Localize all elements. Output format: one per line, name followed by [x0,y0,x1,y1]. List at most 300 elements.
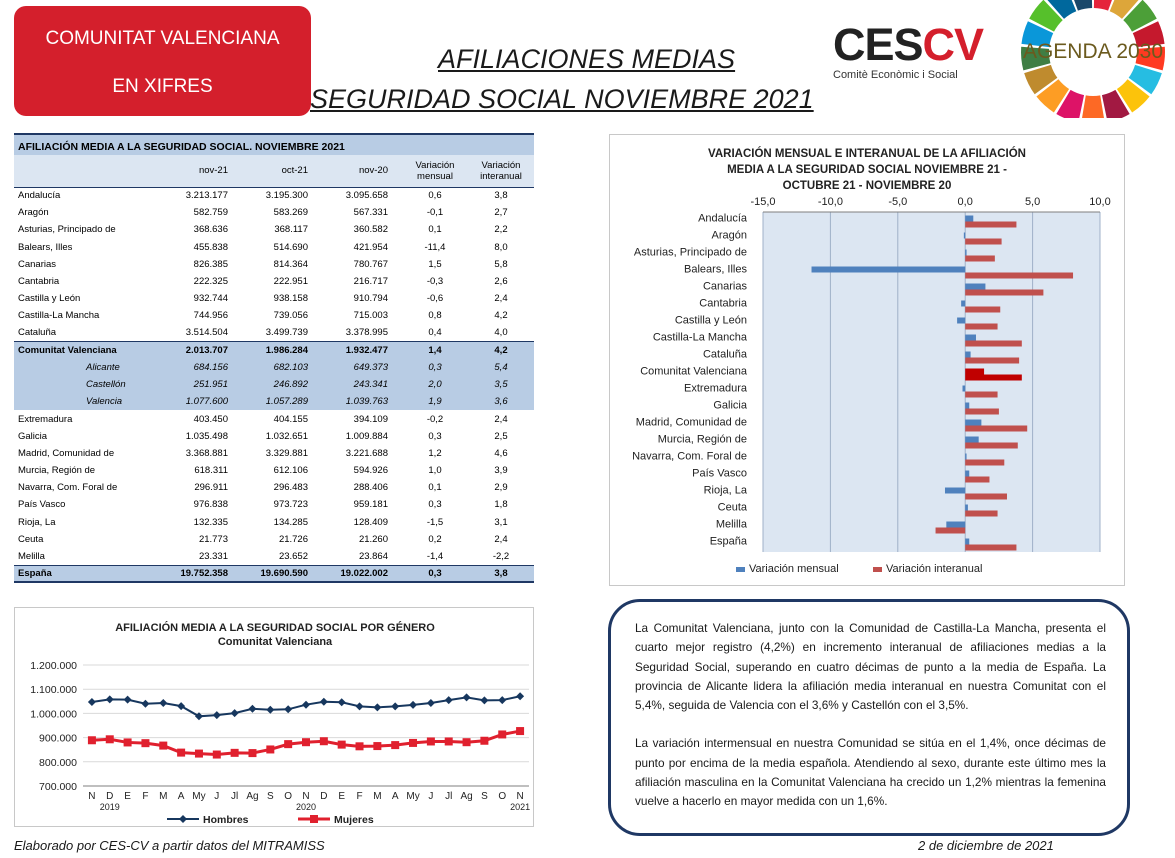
x-tick-label: A [177,791,185,802]
table-cell: 0,3 [428,499,442,511]
bar-annual [965,494,1007,500]
table-cell: 744.956 [193,310,228,322]
row-label: Melilla [18,550,45,562]
table-cell: 21.773 [198,533,228,545]
x-tick-label: -15,0 [750,196,776,208]
table-cell: 1,5 [428,258,442,270]
footer-date: 2 de diciembre de 2021 [918,838,1054,853]
table-cell: 973.723 [273,499,308,511]
bar-monthly [946,522,965,528]
bar-monthly [965,437,978,443]
x-tick-label: M [373,791,382,802]
data-point-mujeres [141,739,149,747]
header-nov20: nov-20 [322,155,402,187]
row-label: Cataluña [18,327,57,339]
table-cell: 1.009.884 [345,430,388,442]
bar-annual [965,460,1004,466]
table-cell: 2,4 [494,293,508,305]
bar-monthly [964,233,965,239]
gender-line-chart [14,607,534,827]
data-point-mujeres [409,739,417,747]
table-cell: 2,6 [494,276,508,288]
row-label: Extremadura [18,413,73,425]
year-label: 2021 [510,802,531,812]
category-label: Melilla [715,518,747,531]
table-row [14,462,534,479]
page-title-line-2: SEGURIDAD SOCIAL NOVIEMBRE 2021 [310,84,814,114]
table-cell: 19.752.358 [162,565,242,582]
legend-label-annual: Variación interanual [886,563,983,575]
data-point-mujeres [338,741,346,749]
data-point-mujeres [302,738,310,746]
bar-annual [965,290,1043,296]
table-cell: 938.158 [273,293,308,305]
table-cell: 594.926 [353,465,388,477]
x-tick-label: E [124,791,131,802]
x-tick-label: J [214,791,220,802]
x-tick-label: S [481,791,488,802]
table-row [14,496,534,513]
data-point-mujeres [373,742,381,750]
table-cell: 251.951 [162,376,242,393]
bar-monthly [965,403,969,409]
table-cell: 21.260 [358,533,388,545]
bar-monthly [812,267,966,273]
bar-monthly [961,301,965,307]
cescv-logo [833,19,993,86]
table-cell: 360.582 [353,224,388,236]
bar-annual [965,273,1073,279]
data-point-hombres [266,706,274,714]
table-cell: 19.690.590 [242,565,322,582]
table-cell: 739.056 [273,310,308,322]
x-tick-label: E [338,791,346,802]
row-label: Alicante [14,359,162,376]
table-cell: 3.195.300 [265,190,308,202]
data-point-mujeres [266,745,274,753]
table-cell: 1,9 [402,393,468,410]
row-label: Rioja, La [18,516,56,528]
bar-chart-plot [610,135,1126,587]
legend-label-mujeres: Mujeres [334,814,374,826]
data-point-mujeres [516,727,524,735]
table-cell: 246.892 [242,376,322,393]
table-cell: 0,1 [428,224,442,236]
bar-annual [965,222,1016,228]
bar-annual [965,511,997,517]
row-label: Asturias, Principado de [18,224,116,236]
table-cell: 2,7 [494,207,508,219]
table-header-row [14,155,534,187]
logo-subtitle: Comitè Econòmic i Social [833,69,958,81]
table-cell: 368.117 [274,224,308,236]
table-cell: 3,9 [494,465,508,477]
table-cell: 3,6 [468,393,534,410]
table-cell: 2,4 [494,533,508,545]
table-row [14,479,534,496]
data-point-hombres [480,696,488,704]
data-point-mujeres [463,738,471,746]
table-cell: 649.373 [322,359,402,376]
table-cell: 1.035.498 [185,430,228,442]
data-point-mujeres [159,742,167,750]
bar-annual [965,443,1018,449]
table-cell: 4,2 [494,310,508,322]
summary-textbox [608,599,1130,836]
table-cell: 1,0 [428,465,442,477]
table-cell: 394.109 [353,413,388,425]
table-cell: 1.986.284 [242,342,322,359]
y-tick-label: 1.200.000 [30,660,77,672]
badge-line-2: EN XIFRES [112,76,213,97]
table-cell: 684.156 [162,359,242,376]
table-cell: 455.838 [193,241,228,253]
line-chart-title: AFILIACIÓN MEDIA A LA SEGURIDAD SOCIAL POR GÉNERO [115,622,435,634]
category-label: Castilla y León [674,314,747,327]
x-tick-label: My [406,791,420,802]
data-point-mujeres [498,730,506,738]
data-point-hombres [445,696,453,704]
bar-monthly [965,369,984,375]
table-cell: -0,1 [426,207,444,219]
badge-line-1: COMUNITAT VALENCIANA [45,28,280,49]
row-label: Galicia [18,430,48,442]
table-cell: 715.003 [353,310,388,322]
data-point-hombres [427,699,435,707]
table-cell: 582.759 [193,207,228,219]
bar-monthly [965,284,985,290]
data-point-mujeres [213,751,221,759]
data-point-hombres [141,700,149,708]
table-cell: 2,2 [494,224,508,236]
row-label: Andalucía [18,190,61,202]
table-cell: 583.269 [273,207,308,219]
category-label: Navarra, Com. Foral de [632,450,747,463]
category-label: España [709,535,747,548]
row-label: Murcia, Región de [18,465,96,477]
bar-monthly [965,454,966,460]
table-cell: 976.838 [193,499,228,511]
data-point-hombres [391,702,399,710]
table-row [14,307,534,324]
x-tick-label: -10,0 [817,196,843,208]
table-cell: 23.652 [278,550,308,562]
bar-annual [965,307,1000,313]
header-monthly-variation: Variación mensual [402,155,468,187]
sdg-segment [1081,95,1105,118]
row-label: Castilla-La Mancha [18,310,100,322]
x-tick-label: F [142,791,149,802]
table-cell: 2,4 [494,413,508,425]
table-cell: 421.954 [353,241,388,253]
x-tick-label: D [320,791,328,802]
table-cell: 403.450 [193,413,228,425]
row-label: Valencia [14,393,162,410]
table-cell: 0,3 [402,359,468,376]
data-point-hombres [320,698,328,706]
data-point-hombres [284,705,292,713]
table-row [14,239,534,256]
bar-chart-title-line-2: MEDIA A LA SEGURIDAD SOCIAL NOVIEMBRE 21 - [727,164,1007,176]
table-row [14,221,534,238]
category-label: País Vasco [692,467,747,480]
data-table [14,155,534,583]
category-label: Andalucía [698,212,747,225]
table-cell: -0,2 [426,413,444,425]
bar-annual [965,409,999,415]
table-row [14,410,534,427]
row-label: Canarias [18,258,57,270]
table-cell: -2,2 [492,550,510,562]
category-label: Cantabria [699,297,747,310]
table-cell: 612.106 [273,465,308,477]
page-title-line-1: AFILIACIONES MEDIAS [438,44,736,74]
x-tick-label: Ag [246,791,259,802]
table-row [14,359,534,376]
table-cell: 23.331 [198,550,228,562]
table-cell: 1.032.651 [265,430,308,442]
x-tick-label: J [428,791,434,802]
category-label: Rioja, La [703,484,747,497]
table-cell: 1,2 [428,447,442,459]
data-point-mujeres [177,749,185,757]
table-cell: 216.717 [353,276,388,288]
table-row [14,342,534,359]
table-cell: 243.341 [322,376,402,393]
table-cell: 4,2 [468,342,534,359]
row-label: Aragón [18,207,49,219]
data-point-mujeres [427,737,435,745]
table-cell: 23.864 [358,550,388,562]
data-point-mujeres [320,737,328,745]
affiliation-table [14,133,534,597]
table-cell: 3,8 [494,190,508,202]
bar-annual [965,477,989,483]
region-badge [14,6,311,116]
category-label: Cataluña [702,348,747,361]
x-tick-label: 0,0 [957,196,973,208]
table-cell: 1.057.289 [242,393,322,410]
header-blank [14,155,162,187]
table-cell: 3,8 [468,565,534,582]
bar-annual [965,426,1027,432]
table-cell: -1,4 [426,550,444,562]
bar-monthly [945,488,965,494]
table-cell: 0,2 [428,533,442,545]
table-cell: 0,6 [428,190,442,202]
x-tick-label: My [192,791,206,802]
table-cell: 567.331 [353,207,388,219]
x-tick-label: 10,0 [1089,196,1111,208]
table-cell: 826.385 [193,258,228,270]
bar-annual [965,392,997,398]
table-cell: 3.368.881 [185,447,228,459]
bar-monthly [965,352,970,358]
table-row [14,273,534,290]
row-label: Madrid, Comunidad de [18,447,115,459]
table-cell: 910.794 [353,293,388,305]
data-point-mujeres [124,738,132,746]
bar-monthly [963,386,966,392]
bar-annual [965,358,1019,364]
table-cell: 780.767 [353,258,388,270]
table-cell: 3.213.177 [185,190,228,202]
table-cell: 19.022.002 [322,565,402,582]
data-point-hombres [106,695,114,703]
table-cell: 0,8 [428,310,442,322]
table-cell: 3,1 [494,516,508,528]
footer-source: Elaborado por CES-CV a partir datos del MITRAMISS [14,838,325,853]
y-tick-label: 1.100.000 [30,684,77,697]
table-row [14,428,534,445]
table-row [14,204,534,221]
x-tick-label: Ag [460,791,473,802]
table-cell: 0,1 [428,482,442,494]
x-tick-label: -5,0 [888,196,908,208]
table-cell: 3.221.688 [345,447,388,459]
table-cell: 1.932.477 [322,342,402,359]
bar-monthly [965,216,973,222]
table-cell: 5,4 [468,359,534,376]
y-tick-label: 900.000 [39,732,77,745]
table-cell: 2,0 [402,376,468,393]
data-point-hombres [463,693,471,701]
table-row [14,290,534,307]
table-cell: 3.329.881 [265,447,308,459]
x-tick-label: N [302,791,310,802]
legend-swatch-annual [873,567,882,572]
table-row [14,565,534,582]
table-cell: 0,3 [402,565,468,582]
table-cell: 1,8 [494,499,508,511]
data-point-hombres [213,711,221,719]
legend-label-hombres: Hombres [203,814,249,826]
row-label: España [14,565,162,582]
row-label: Ceuta [18,533,44,545]
row-label: Comunitat Valenciana [14,342,162,359]
table-cell: 222.951 [273,276,308,288]
bar-annual [965,239,1001,245]
table-cell: 959.181 [353,499,388,511]
data-point-hombres [373,703,381,711]
category-label: Extremadura [684,382,747,395]
bar-chart-title-line-3: OCTUBRE 21 - NOVIEMBRE 20 [782,180,952,192]
table-row [14,514,534,531]
data-point-hombres [409,701,417,709]
table-title: AFILIACIÓN MEDIA A LA SEGURIDAD SOCIAL. NOVIEMBRE 2021 [14,133,534,155]
data-point-mujeres [284,740,292,748]
legend-swatch-monthly [736,567,745,572]
table-cell: 514.690 [273,241,308,253]
category-label: Madrid, Comunidad de [635,416,747,429]
header-oct21: oct-21 [242,155,322,187]
table-cell: 2.013.707 [162,342,242,359]
table-cell: 132.335 [193,516,228,528]
table-cell: 288.406 [353,482,388,494]
table-row [14,187,534,204]
x-tick-label: D [106,791,114,802]
table-row [14,325,534,342]
table-cell: 296.483 [273,482,308,494]
bar-annual [936,528,966,534]
table-cell: 2,9 [494,482,508,494]
table-cell: 21.726 [278,533,308,545]
legend-marker-mujeres [310,815,318,823]
table-cell: -11,4 [424,241,446,253]
table-cell: 5,8 [494,258,508,270]
table-cell: 8,0 [494,241,508,253]
table-cell: 296.911 [194,482,228,494]
data-point-mujeres [106,735,114,743]
table-cell: -0,3 [426,276,444,288]
bar-monthly [965,420,981,426]
table-cell: 1,4 [402,342,468,359]
data-point-hombres [516,692,524,700]
header-annual-variation: Variación interanual [468,155,534,187]
data-point-mujeres [391,741,399,749]
category-label: Castilla-La Mancha [652,331,747,344]
x-tick-label: O [284,791,293,802]
row-label: Castilla y León [18,293,81,305]
table-cell: 4,6 [494,447,508,459]
x-tick-label: O [498,791,507,802]
category-label: Aragón [711,229,747,242]
table-row [14,393,534,410]
table-cell: 222.325 [193,276,228,288]
data-point-mujeres [356,742,364,750]
bar-monthly [965,250,966,256]
line-chart-plot [15,608,535,828]
table-cell: 682.103 [242,359,322,376]
bar-monthly [957,318,965,324]
x-tick-label: S [266,791,274,802]
data-point-hombres [177,702,185,710]
table-cell: 3.095.658 [345,190,388,202]
x-tick-label: 5,0 [1024,196,1041,208]
table-cell: 0,4 [428,327,442,339]
category-label: Balears, Illes [684,263,747,276]
data-point-mujeres [88,736,96,744]
agenda-2030-label: AGENDA 2030 [1022,40,1164,63]
x-tick-label: Jl [445,791,453,802]
bar-monthly [965,505,968,511]
y-tick-label: 1.000.000 [30,708,77,721]
bar-monthly [965,335,976,341]
table-cell: 1.077.600 [162,393,242,410]
category-label: Murcia, Región de [657,433,747,446]
data-point-hombres [124,696,132,704]
category-label: Comunitat Valenciana [640,365,747,378]
logo-cv: CV [922,19,984,70]
bar-annual [965,375,1022,381]
table-cell: 3.378.995 [345,327,388,339]
year-label: 2020 [295,802,317,812]
table-cell: 932.744 [193,293,228,305]
table-cell: 3.499.739 [265,327,308,339]
bar-monthly [965,539,969,545]
data-point-hombres [338,698,346,706]
data-point-hombres [498,696,506,704]
summary-paragraph-2: La variación intermensual en nuestra Comunidad se sitúa en el 1,4%, once décimas de punto por encima de la media española. Atendiendo al sexo, durante este último mes la afiliación masculina en la Comunitat Valenciana ha crecido un 1,2% mientras la femenina vuelve a hacerlo en mayor medida con un 1,6%. [635,736,1106,809]
x-tick-label: N [516,791,524,802]
row-label: Balears, Illes [18,241,73,253]
data-point-mujeres [445,737,453,745]
row-label: País Vasco [18,499,66,511]
table-cell: 3,5 [468,376,534,393]
x-tick-label: M [159,791,168,802]
logo-ces: CES [833,19,923,70]
row-label: Navarra, Com. Foral de [18,482,118,494]
